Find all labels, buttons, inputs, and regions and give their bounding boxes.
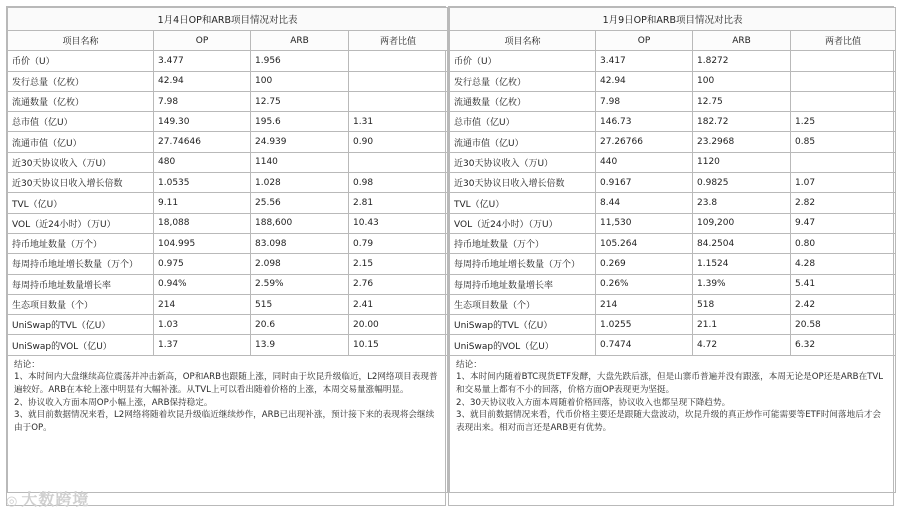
conclusion-heading: 结论： [456,359,482,370]
cell-ratio-value [791,152,896,172]
cell-arb-value: 182.72 [693,112,791,132]
cell-op-value: 146.73 [596,112,693,132]
cell-item-name: 总市值（亿U） [8,112,154,132]
watermark-text: 大数跨境 [21,490,90,509]
cell-op-value: 7.98 [154,91,251,111]
header-item-name: 项目名称 [450,31,596,51]
cell-arb-value: 1120 [693,152,791,172]
table-row [8,193,448,213]
cell-arb-value: 20.6 [251,315,349,335]
cell-arb-value: 1140 [251,152,349,172]
cell-op-value: 480 [154,152,251,172]
left-table-title: 1月4日OP和ARB项目情况对比表 [8,8,448,31]
table-row [8,173,448,193]
cell-item-name: TVL（亿U） [450,193,596,213]
cell-item-name: UniSwap的VOL（亿U） [450,335,596,355]
cell-ratio-value [349,71,448,91]
table-row [450,213,896,233]
table-row [8,132,448,152]
cell-ratio-value: 2.76 [349,274,448,294]
cell-op-value: 1.0255 [596,315,693,335]
conclusion-point: 2、协议收入方面本周OP小幅上涨，ARB保持稳定。 [14,397,213,408]
cell-op-value: 18,088 [154,213,251,233]
cell-op-value: 7.98 [596,91,693,111]
cell-arb-value: 188,600 [251,213,349,233]
table-row [450,132,896,152]
conclusion-heading: 结论： [14,359,40,370]
header-item-name: 项目名称 [8,31,154,51]
cell-item-name: UniSwap的TVL（亿U） [450,315,596,335]
cell-ratio-value: 20.58 [791,315,896,335]
cell-arb-value: 2.59% [251,274,349,294]
cell-arb-value: 1.8272 [693,51,791,71]
cell-arb-value: 4.72 [693,335,791,355]
cell-ratio-value: 2.82 [791,193,896,213]
cell-arb-value: 0.9825 [693,173,791,193]
table-row [8,51,448,71]
cell-op-value: 0.26% [596,274,693,294]
right-comparison-panel [448,6,894,506]
header-ratio: 两者比值 [791,31,896,51]
cell-item-name: 持币地址数量（万个） [450,233,596,253]
table-row [450,51,896,71]
cell-op-value: 105.264 [596,233,693,253]
cell-ratio-value: 10.43 [349,213,448,233]
cell-ratio-value: 1.25 [791,112,896,132]
cell-item-name: 流通市值（亿U） [8,132,154,152]
table-row [8,213,448,233]
cell-op-value: 0.94% [154,274,251,294]
table-row [450,294,896,314]
table-row [450,91,896,111]
right-comparison-table [449,7,896,493]
cell-item-name: 总市值（亿U） [450,112,596,132]
cell-op-value: 1.37 [154,335,251,355]
cell-arb-value: 25.56 [251,193,349,213]
table-row [8,112,448,132]
cell-ratio-value [791,71,896,91]
table-row [450,233,896,253]
cell-ratio-value: 2.41 [349,294,448,314]
cell-op-value: 1.0535 [154,173,251,193]
table-row [8,254,448,274]
cell-op-value: 27.26766 [596,132,693,152]
cell-ratio-value: 4.28 [791,254,896,274]
watermark [6,487,89,510]
cell-item-name: 生态项目数量（个） [8,294,154,314]
cell-ratio-value: 9.47 [791,213,896,233]
cell-item-name: 生态项目数量（个） [450,294,596,314]
cell-arb-value: 109,200 [693,213,791,233]
cell-op-value: 0.269 [596,254,693,274]
cell-ratio-value: 10.15 [349,335,448,355]
table-row [8,315,448,335]
header-op: OP [154,31,251,51]
table-row [450,254,896,274]
cell-op-value: 0.7474 [596,335,693,355]
table-row [8,294,448,314]
cell-arb-value: 23.2968 [693,132,791,152]
cell-arb-value: 21.1 [693,315,791,335]
cell-item-name: 每周持币地址增长数量（万个） [450,254,596,274]
cell-item-name: 币价（U） [8,51,154,71]
cell-op-value: 440 [596,152,693,172]
cell-ratio-value: 20.00 [349,315,448,335]
cell-op-value: 3.417 [596,51,693,71]
cell-ratio-value: 1.31 [349,112,448,132]
cell-item-name: 每周持币地址数量增长率 [8,274,154,294]
cell-arb-value: 515 [251,294,349,314]
cell-op-value: 0.975 [154,254,251,274]
right-table-title: 1月9日OP和ARB项目情况对比表 [450,8,896,31]
header-arb: ARB [693,31,791,51]
cell-item-name: 持币地址数量（万个） [8,233,154,253]
table-row [450,112,896,132]
table-row [8,335,448,355]
left-table-body [8,51,448,355]
left-comparison-panel [6,6,446,506]
cell-arb-value: 12.75 [693,91,791,111]
cell-arb-value: 1.39% [693,274,791,294]
cell-item-name: 流通市值（亿U） [450,132,596,152]
table-row [450,173,896,193]
cell-ratio-value: 2.15 [349,254,448,274]
cell-item-name: VOL（近24小时）（万U） [450,213,596,233]
table-row [8,91,448,111]
cell-item-name: UniSwap的VOL（亿U） [8,335,154,355]
cell-ratio-value: 0.79 [349,233,448,253]
cell-item-name: 发行总量（亿枚） [8,71,154,91]
conclusion-point: 1、本时间内随着BTC现货ETF发酵，大盘先跌后涨，但是山寨币普遍并没有跟涨，本周无论是OP还是ARB在TVL和交易量上都有不小的回落，价格方面OP表现更为坚挺。 [456,372,884,395]
table-row [8,71,448,91]
cell-arb-value: 13.9 [251,335,349,355]
header-arb: ARB [251,31,349,51]
cell-op-value: 3.477 [154,51,251,71]
cell-op-value: 27.74646 [154,132,251,152]
cell-item-name: 近30天协议收入（万U） [8,152,154,172]
left-conclusion [8,355,448,492]
cell-item-name: 币价（U） [450,51,596,71]
cell-ratio-value: 0.90 [349,132,448,152]
cell-item-name: VOL（近24小时）（万U） [8,213,154,233]
cell-arb-value: 518 [693,294,791,314]
table-row [450,315,896,335]
cell-op-value: 104.995 [154,233,251,253]
cell-arb-value: 2.098 [251,254,349,274]
cell-arb-value: 83.098 [251,233,349,253]
cell-ratio-value [349,51,448,71]
cell-item-name: 近30天协议收入（万U） [450,152,596,172]
cell-ratio-value [791,91,896,111]
cell-ratio-value: 6.32 [791,335,896,355]
cell-op-value: 9.11 [154,193,251,213]
cell-arb-value: 1.028 [251,173,349,193]
cell-arb-value: 1.956 [251,51,349,71]
cell-ratio-value: 0.85 [791,132,896,152]
cell-arb-value: 84.2504 [693,233,791,253]
table-row [450,274,896,294]
watermark-logo-icon: ◎ [6,494,19,509]
cell-op-value: 214 [154,294,251,314]
cell-arb-value: 23.8 [693,193,791,213]
cell-arb-value: 24.939 [251,132,349,152]
table-row [450,152,896,172]
header-op: OP [596,31,693,51]
right-conclusion [450,355,896,492]
cell-op-value: 1.03 [154,315,251,335]
conclusion-point: 2、30天协议收入方面本周随着价格回落，协议收入也都呈现下降趋势。 [456,397,731,408]
cell-op-value: 11,530 [596,213,693,233]
cell-ratio-value: 2.42 [791,294,896,314]
cell-arb-value: 12.75 [251,91,349,111]
cell-arb-value: 100 [693,71,791,91]
cell-op-value: 8.44 [596,193,693,213]
cell-arb-value: 195.6 [251,112,349,132]
cell-ratio-value: 0.98 [349,173,448,193]
cell-op-value: 0.9167 [596,173,693,193]
table-row [450,193,896,213]
table-row [8,233,448,253]
cell-op-value: 42.94 [154,71,251,91]
cell-item-name: 流通数量（亿枚） [8,91,154,111]
cell-item-name: 每周持币地址数量增长率 [450,274,596,294]
conclusion-point: 3、就目前数据情况来看，代币价格主要还是跟随大盘波动，坎昆升级的真正炒作可能需要等ETF时间落地后才会表现出来。相对而言还是ARB更有优势。 [456,410,881,433]
cell-item-name: UniSwap的TVL（亿U） [8,315,154,335]
cell-item-name: 发行总量（亿枚） [450,71,596,91]
right-table-body [450,51,896,355]
left-comparison-table [7,7,448,493]
cell-ratio-value: 0.80 [791,233,896,253]
table-row [8,152,448,172]
header-ratio: 两者比值 [349,31,448,51]
cell-arb-value: 100 [251,71,349,91]
cell-op-value: 42.94 [596,71,693,91]
cell-ratio-value: 5.41 [791,274,896,294]
cell-op-value: 149.30 [154,112,251,132]
cell-ratio-value: 1.07 [791,173,896,193]
cell-item-name: 近30天协议日收入增长倍数 [450,173,596,193]
cell-ratio-value: 2.81 [349,193,448,213]
cell-item-name: 流通数量（亿枚） [450,91,596,111]
cell-ratio-value [349,91,448,111]
cell-op-value: 214 [596,294,693,314]
conclusion-point: 1、本时间内大盘继续高位震荡并冲击新高，OP和ARB也跟随上涨，同时由于坎昆升级临近，L2网络项目表现普遍较好。ARB在本轮上涨中明显有大幅补涨。从TVL上可以看出随着价格的上涨，本周交易量涨幅明显。 [14,372,438,395]
cell-ratio-value [791,51,896,71]
cell-ratio-value [349,152,448,172]
cell-arb-value: 1.1524 [693,254,791,274]
conclusion-point: 3、就目前数据情况来看，L2网络将随着坎昆升级临近继续炒作，ARB已出现补涨，预计接下来的表现将会继续由于OP。 [14,410,435,433]
table-row [450,335,896,355]
cell-item-name: TVL（亿U） [8,193,154,213]
cell-item-name: 近30天协议日收入增长倍数 [8,173,154,193]
table-row [450,71,896,91]
cell-item-name: 每周持币地址增长数量（万个） [8,254,154,274]
table-row [8,274,448,294]
